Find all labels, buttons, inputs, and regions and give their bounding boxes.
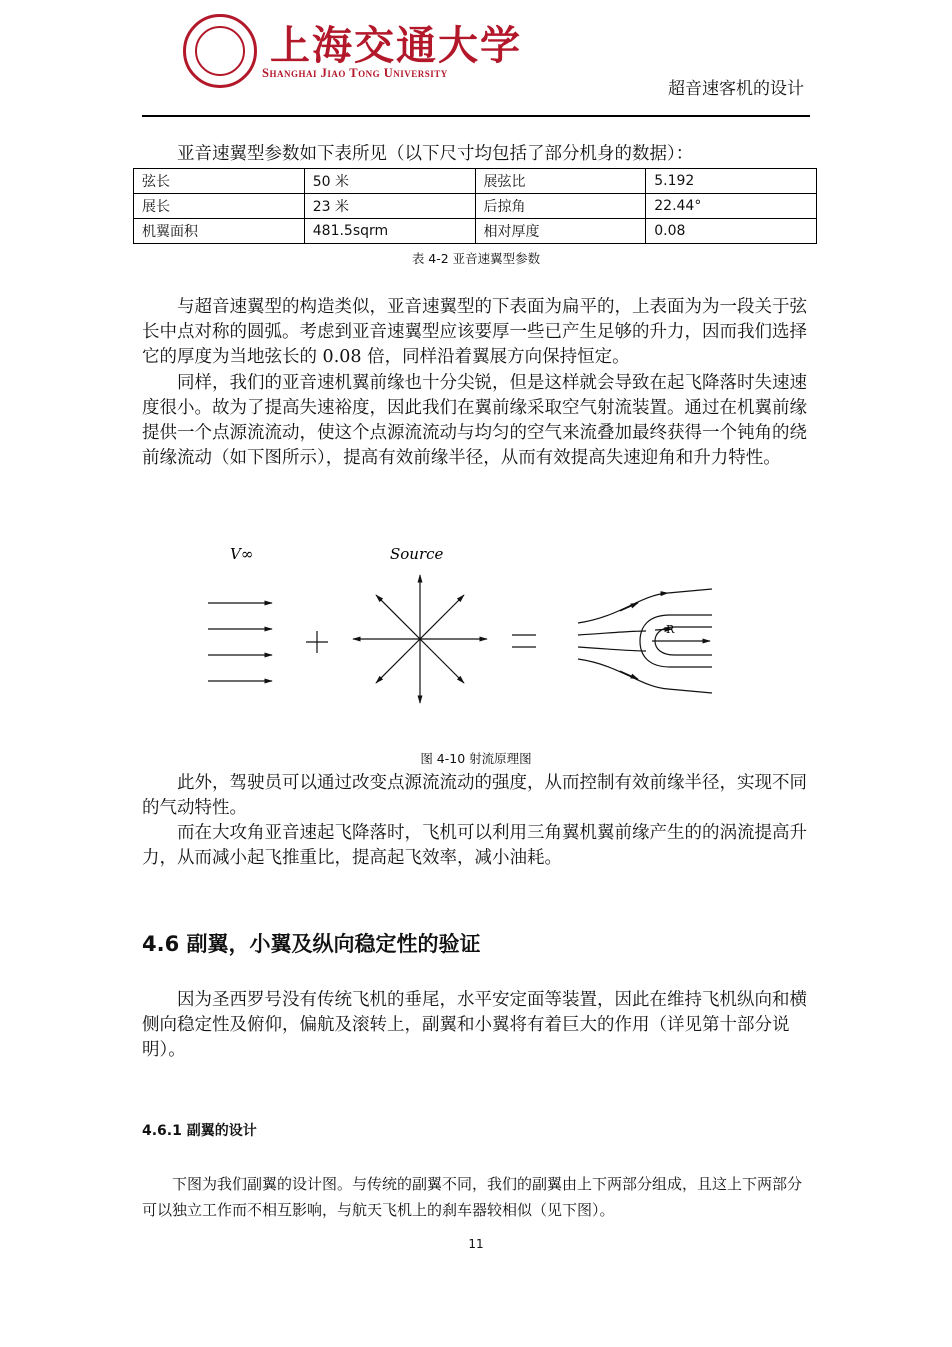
header-divider bbox=[142, 115, 810, 117]
paragraph: 下图为我们副翼的设计图。与传统的副翼不同，我们的副翼由上下两部分组成，且这上下两部分可以独立工作而不相互影响，与航天飞机上的刹车器较相似（见下图）。 bbox=[142, 1175, 803, 1219]
uniform-flow-arrows bbox=[208, 603, 272, 681]
section-heading: 4.6 副翼，小翼及纵向稳定性的验证 bbox=[142, 932, 481, 956]
table-cell: 22.44° bbox=[646, 194, 817, 219]
paragraph: 而在大攻角亚音速起飞降落时，飞机可以利用三角翼机翼前缘产生的的涡流提高升力，从而减小起飞推重比，提高起飞效率，减小油耗。 bbox=[142, 823, 807, 868]
table-cell: 展弦比 bbox=[475, 169, 646, 194]
resulting-flow bbox=[578, 589, 712, 693]
paragraph: 与超音速翼型的构造类似，亚音速翼型的下表面为扁平的，上表面为为一段关于弦长中点对称的圆弧。考虑到亚音速翼型应该要厚一些已产生足够的升力，因而我们选择它的厚度为当地弦长的 0.08 倍，同样沿着翼展方向保持恒定。 bbox=[142, 297, 807, 367]
paragraph: 此外，驾驶员可以通过改变点源流流动的强度，从而控制有效前缘半径，实现不同的气动特性。 bbox=[142, 773, 807, 818]
paragraph: 因为圣西罗号没有传统飞机的垂尾，水平安定面等装置，因此在维持飞机纵向和横侧向稳定性及俯仰，偏航及滚转上，副翼和小翼将有着巨大的作用（详见第十部分说明）。 bbox=[142, 990, 807, 1060]
subsection-heading: 4.6.1 副翼的设计 bbox=[142, 1123, 257, 1139]
university-seal-icon bbox=[183, 14, 257, 88]
university-logo-chinese: 上海交通大学 bbox=[270, 22, 522, 69]
table-row bbox=[134, 194, 817, 219]
university-logo-english: Shanghai Jiao Tong University bbox=[262, 66, 448, 80]
table-cell: 0.08 bbox=[646, 219, 817, 244]
table-cell: 相对厚度 bbox=[475, 219, 646, 244]
table-cell: 展长 bbox=[134, 194, 305, 219]
table-row bbox=[134, 169, 817, 194]
document-title: 超音速客机的设计 bbox=[668, 79, 804, 99]
table-cell: 机翼面积 bbox=[134, 219, 305, 244]
table-row bbox=[134, 219, 817, 244]
jet-flow-diagram bbox=[200, 535, 740, 715]
figure-caption: 图 4-10 射流原理图 bbox=[420, 751, 532, 766]
table-cell: 50 米 bbox=[304, 169, 475, 194]
point-source-rays bbox=[353, 575, 487, 703]
paragraph: 同样，我们的亚音速机翼前缘也十分尖锐，但是这样就会导致在起飞降落时失速速度很小。故为了提高失速裕度，因此我们在翼前缘采取空气射流装置。通过在机翼前缘提供一个点源流流动，使这个点源流流动与均匀的空气来流叠加最终获得一个钝角的绕前缘流动（如下图所示），提高有效前缘半径，从而有效提高失速迎角和升力特性。 bbox=[142, 373, 807, 468]
table-cell: 481.5sqrm bbox=[304, 219, 475, 244]
plus-sign bbox=[306, 631, 328, 653]
table-intro: 亚音速翼型参数如下表所见（以下尺寸均包括了部分机身的数据）： bbox=[177, 144, 694, 164]
table-cell: 5.192 bbox=[646, 169, 817, 194]
table-caption: 表 4-2 亚音速翼型参数 bbox=[411, 251, 541, 266]
radius-label: R bbox=[666, 623, 675, 636]
wing-parameter-table bbox=[133, 168, 817, 244]
page-number: 11 bbox=[468, 1237, 484, 1251]
table-cell: 23 米 bbox=[304, 194, 475, 219]
equals-sign bbox=[512, 635, 536, 647]
freestream-velocity-label: V∞ bbox=[230, 545, 254, 563]
table-cell: 弦长 bbox=[134, 169, 305, 194]
table-cell: 后掠角 bbox=[475, 194, 646, 219]
source-label: Source bbox=[390, 545, 444, 563]
